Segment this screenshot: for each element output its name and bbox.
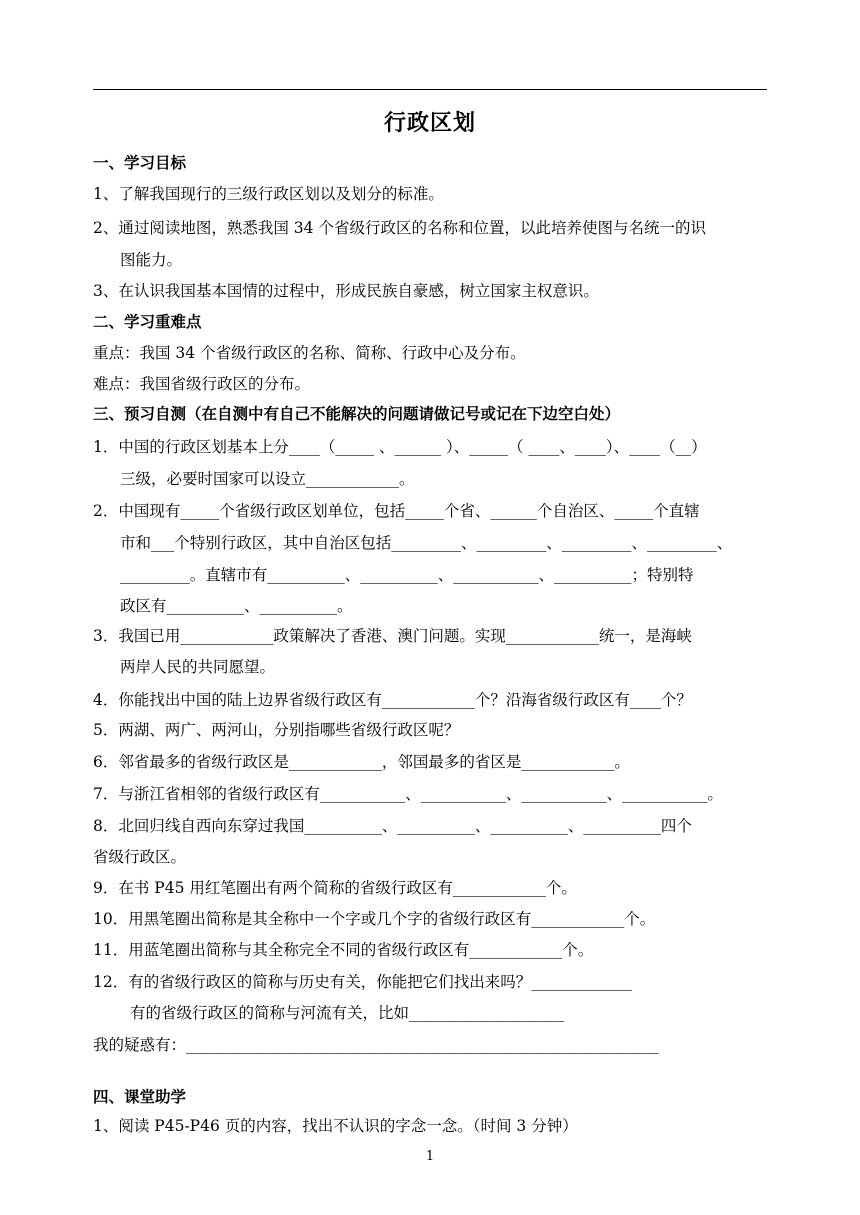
question-line: 3．我国已用____________政策解决了香港、澳门问题。实现____________统一，是海峡	[93, 627, 692, 645]
question-line: 1．中国的行政区划基本上分____（_____ 、______ ）、_____（ ____、____）、____（__）	[93, 438, 707, 456]
section-heading-classroom: 四、课堂助学	[93, 1088, 187, 1106]
question-line: 省级行政区。	[93, 848, 187, 866]
page-number: 1	[425, 1149, 435, 1164]
question-line: 12．有的省级行政区的简称与历史有关，你能把它们找出来吗？_____________	[93, 973, 632, 991]
question-line: 我的疑惑有：_____________________________________________________________	[93, 1036, 659, 1054]
text-line: 重点：我国 34 个省级行政区的名称、简称、行政中心及分布。	[93, 344, 526, 362]
question-line: 6．邻省最多的省级行政区是____________，邻国最多的省区是____________。	[93, 753, 630, 771]
question-line: 2．中国现有_____个省级行政区划单位，包括_____个省、______个自治区、_____个直辖	[93, 502, 700, 520]
text-line: 3、在认识我国基本国情的过程中，形成民族自豪感，树立国家主权意识。	[93, 282, 599, 300]
question-line: 4．你能找出中国的陆上边界省级行政区有____________个？沿海省级行政区有____个？	[93, 691, 692, 709]
question-line: 5．两湖、两广、两河山，分别指哪些省级行政区呢？	[93, 721, 460, 739]
section-heading-objectives: 一、学习目标	[93, 154, 187, 172]
text-line: 2、通过阅读地图，熟悉我国 34 个省级行政区的名称和位置，以此培养使图与名统一的识	[93, 219, 706, 237]
section-heading-pretest: 三、预习自测（在自测中有自己不能解决的问题请做记号或记在下边空白处）	[93, 405, 621, 423]
section-heading-key-points: 二、学习重难点	[93, 313, 202, 331]
text-line: 图能力。	[120, 251, 183, 269]
question-line: 10．用黑笔圈出简称是其全称中一个字或几个字的省级行政区有____________个。	[93, 910, 656, 928]
question-line: 市和___个特别行政区，其中自治区包括_________、_________、_________、_________、	[120, 534, 733, 552]
question-line: 11．用蓝笔圈出简称与其全称完全不同的省级行政区有____________个。	[93, 941, 594, 959]
question-line: 政区有__________、__________。	[120, 597, 353, 615]
question-line: 有的省级行政区的简称与河流有关，比如____________________	[130, 1004, 565, 1022]
text-line: 1、了解我国现行的三级行政区划以及划分的标准。	[93, 185, 444, 203]
header-rule	[93, 89, 767, 90]
question-line: 9．在书 P45 用红笔圈出有两个简称的省级行政区有____________个。	[93, 879, 577, 897]
question-line: 8．北回归线自西向东穿过我国__________、__________、__________、__________四个	[93, 817, 692, 835]
question-line: 三级，必要时国家可以设立____________。	[120, 470, 415, 488]
question-line: 两岸人民的共同愿望。	[120, 658, 276, 676]
question-line: _________。直辖市有__________、__________、___________、__________；特别特	[120, 566, 694, 584]
question-line: 7．与浙江省相邻的省级行政区有___________、___________、___________、___________。	[93, 785, 723, 803]
page-title: 行政区划	[383, 111, 476, 136]
text-line: 1、阅读 P45-P46 页的内容，找出不认识的字念一念。（时间 3 分钟）	[93, 1117, 578, 1135]
text-line: 难点：我国省级行政区的分布。	[93, 375, 311, 393]
